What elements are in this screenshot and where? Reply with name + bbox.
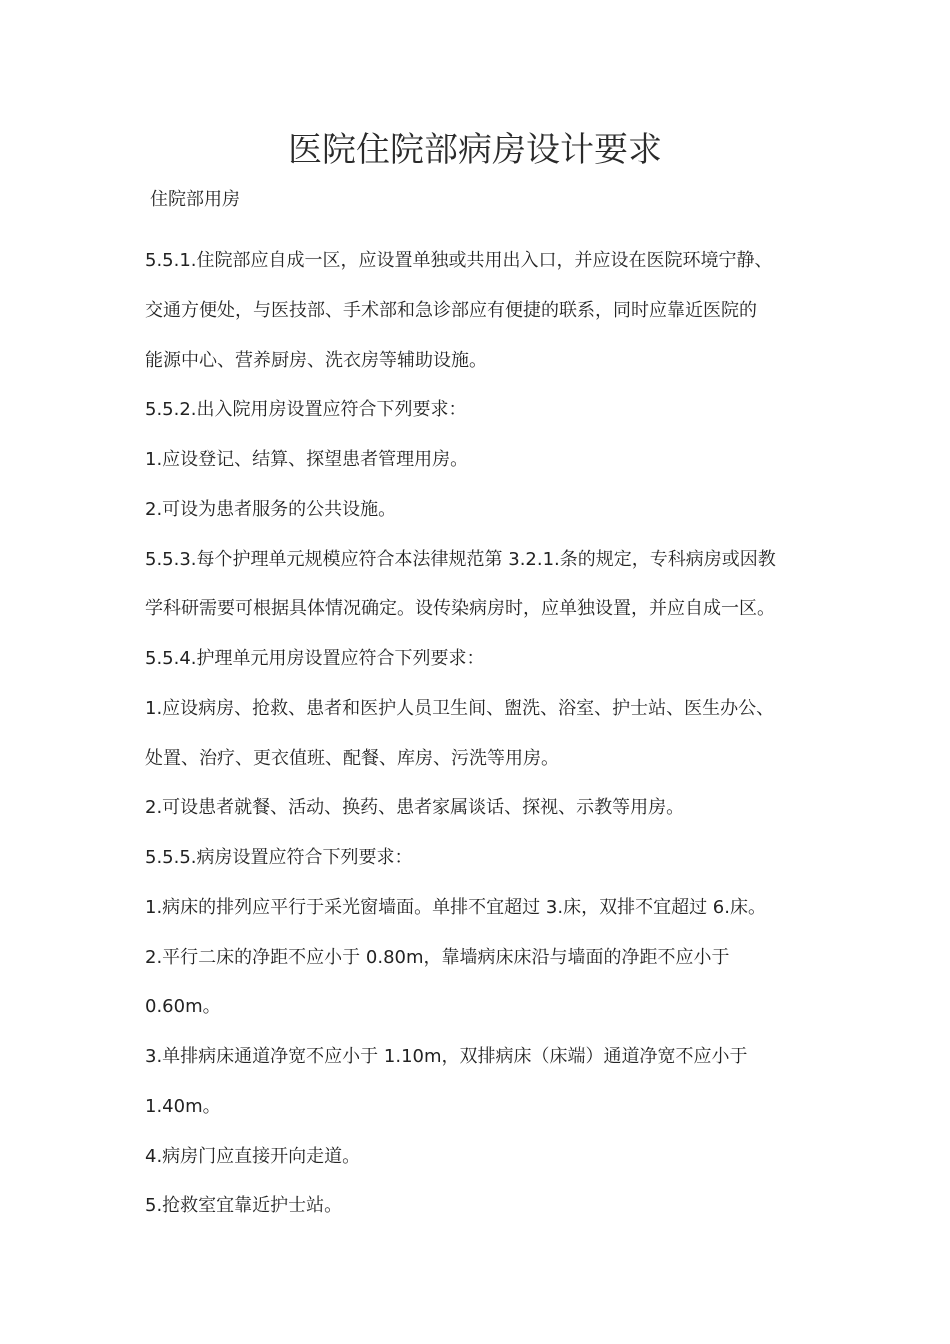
body-line: 能源中心、营养厨房、洗衣房等辅助设施。 bbox=[145, 349, 487, 371]
body-line: 处置、治疗、更衣值班、配餐、库房、污洗等用房。 bbox=[145, 747, 559, 769]
section-heading: 住院部用房 bbox=[150, 189, 240, 210]
body-line: 5.5.4.护理单元用房设置应符合下列要求： bbox=[145, 648, 485, 669]
body-line: 2.平行二床的净距不应小于 0.80m，靠墙病床床沿与墙面的净距不应小于 bbox=[145, 946, 730, 968]
document-body bbox=[145, 236, 815, 1231]
body-line: 1.应设登记、结算、探望患者管理用房。 bbox=[145, 449, 469, 470]
document-title: 医院住院部病房设计要求 bbox=[288, 130, 662, 170]
body-line: 2.可设为患者服务的公共设施。 bbox=[145, 498, 397, 520]
body-line: 5.5.5.病房设置应符合下列要求： bbox=[145, 847, 413, 868]
body-line: 交通方便处，与医技部、手术部和急诊部应有便捷的联系，同时应靠近医院的 bbox=[145, 299, 757, 321]
body-line: 1.病床的排列应平行于采光窗墙面。单排不宜超过 3.床，双排不宜超过 6.床。 bbox=[145, 896, 766, 918]
body-line: 5.5.3.每个护理单元规模应符合本法律规范第 3.2.1.条的规定，专科病房或因教 bbox=[145, 548, 776, 570]
body-line: 学科研需要可根据具体情况确定。设传染病房时，应单独设置，并应自成一区。 bbox=[145, 598, 775, 620]
body-line: 5.5.1.住院部应自成一区，应设置单独或共用出入口，并应设在医院环境宁静、 bbox=[145, 250, 773, 271]
body-line: 5.抢救室宜靠近护士站。 bbox=[145, 1195, 343, 1217]
body-line: 1.应设病房、抢救、患者和医护人员卫生间、盥洗、浴室、护士站、医生办公、 bbox=[145, 697, 775, 719]
body-line: 2.可设患者就餐、活动、换药、患者家属谈话、探视、示教等用房。 bbox=[145, 797, 685, 819]
body-line: 3.单排病床通道净宽不应小于 1.10m，双排病床（床端）通道净宽不应小于 bbox=[145, 1046, 748, 1067]
body-line: 1.40m。 bbox=[145, 1095, 221, 1117]
body-line: 0.60m。 bbox=[145, 996, 221, 1018]
body-line: 4.病房门应直接开向走道。 bbox=[145, 1145, 361, 1167]
body-line: 5.5.2.出入院用房设置应符合下列要求： bbox=[145, 399, 467, 421]
